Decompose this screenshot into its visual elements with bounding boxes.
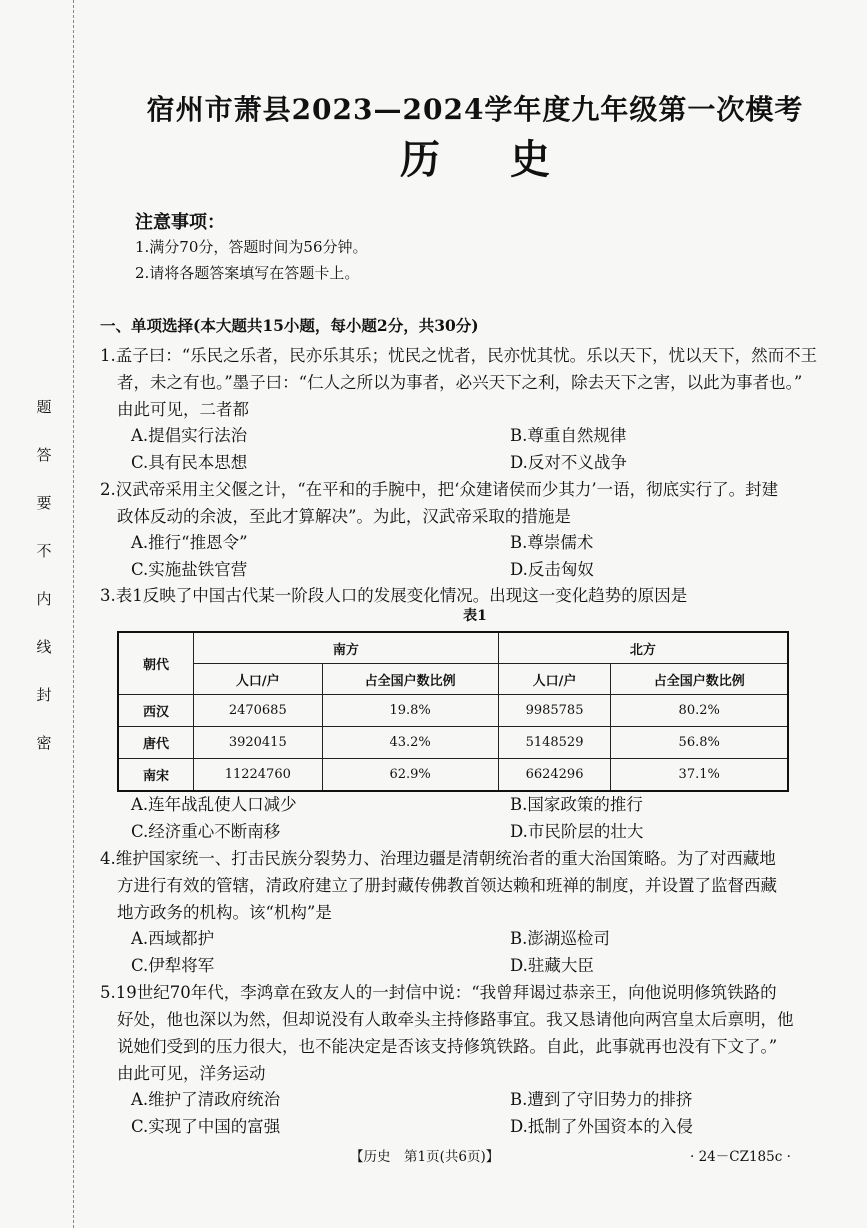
table-header-south-pop: 人口/户 (194, 664, 323, 695)
table-title: 表1 (463, 608, 487, 624)
question-1-option-a[interactable]: A.提倡实行法治 (131, 426, 248, 445)
table-cell-dynasty: 西汉 (118, 695, 194, 727)
question-5-text: 5.19世纪70年代，李鸿章在致友人的一封信中说：“我曾拜谒过恭亲王，向他说明修筑铁路的 (100, 983, 777, 1002)
question-4-option-c[interactable]: C.伊犁将军 (131, 956, 215, 975)
table-row (118, 759, 788, 792)
table-cell-dynasty: 南宋 (118, 759, 194, 792)
question-2-option-a[interactable]: A.推行“推恩令” (131, 533, 248, 552)
table-header-south-ratio: 占全国户数比例 (322, 664, 498, 695)
question-4-text: 方进行有效的管辖，清政府建立了册封藏传佛教首领达赖和班禅的制度，并设置了监督西藏 (117, 876, 777, 895)
question-5-text: 由此可见，洋务运动 (117, 1064, 266, 1083)
subject-title: 历史 (400, 136, 620, 183)
question-2-option-b[interactable]: B.尊崇儒术 (510, 533, 594, 552)
notice-item: 2.请将各题答案填写在答题卡上。 (135, 264, 360, 282)
table-cell: 2470685 (194, 695, 323, 727)
question-2-option-c[interactable]: C.实施盐铁官营 (131, 560, 248, 579)
question-4-text: 地方政务的机构。该“机构”是 (117, 903, 332, 922)
question-3-option-b[interactable]: B.国家政策的推行 (510, 795, 643, 814)
section-heading: 一、单项选择(本大题共15小题，每小题2分，共30分) (100, 316, 479, 335)
question-1-option-c[interactable]: C.具有民本思想 (131, 453, 248, 472)
table-cell: 11224760 (194, 759, 323, 792)
margin-char: 密 (36, 734, 52, 752)
question-1-text: 者，未之有也。”墨子曰：“仁人之所以为事者，必兴天下之利，除去天下之害，以此为事者也。” (117, 373, 803, 392)
table-cell: 19.8% (322, 695, 498, 727)
page-number-label: 【历史 第1页(共6页)】 (350, 1149, 500, 1165)
binding-margin (0, 0, 78, 1228)
exam-title: 宿州市萧县2023—2024学年度九年级第一次模考 (146, 93, 804, 126)
question-3-option-c[interactable]: C.经济重心不断南移 (131, 822, 281, 841)
table-header-north-ratio: 占全国户数比例 (611, 664, 788, 695)
question-4-option-d[interactable]: D.驻藏大臣 (510, 956, 594, 975)
margin-char: 题 (36, 398, 52, 416)
question-1-option-b[interactable]: B.尊重自然规律 (510, 426, 627, 445)
table-header-north: 北方 (498, 632, 788, 664)
table-header-south: 南方 (194, 632, 499, 664)
margin-char: 封 (36, 686, 52, 704)
question-1-text: 由此可见，二者都 (117, 400, 249, 419)
population-table (117, 631, 789, 792)
question-1-text: 1.孟子曰：“乐民之乐者，民亦乐其乐；忧民之忧者，民亦忧其忧。乐以天下，忧以天下，然而不王 (100, 346, 818, 365)
table-cell: 43.2% (322, 727, 498, 759)
question-3-text: 3.表1反映了中国古代某一阶段人口的发展变化情况。出现这一变化趋势的原因是 (100, 586, 688, 605)
table-cell: 5148529 (498, 727, 611, 759)
margin-char: 要 (36, 494, 52, 512)
question-4-option-b[interactable]: B.澎湖巡检司 (510, 929, 610, 948)
seal-line (73, 0, 74, 1228)
margin-char: 内 (36, 590, 52, 608)
exam-code: · 24－CZ185c · (690, 1149, 791, 1165)
exam-page (100, 0, 850, 1228)
question-5-option-c[interactable]: C.实现了中国的富强 (131, 1117, 281, 1136)
table-cell: 56.8% (611, 727, 788, 759)
table-header-north-pop: 人口/户 (498, 664, 611, 695)
table-cell: 3920415 (194, 727, 323, 759)
table-cell: 9985785 (498, 695, 611, 727)
table-cell: 62.9% (322, 759, 498, 792)
table-header-dynasty: 朝代 (118, 632, 194, 695)
question-2-text: 政体反动的余波，至此才算解决”。为此，汉武帝采取的措施是 (117, 507, 571, 526)
table-row (118, 695, 788, 727)
margin-char: 线 (36, 638, 52, 656)
table-cell: 80.2% (611, 695, 788, 727)
question-5-text: 好处，他也深以为然，但却说没有人敢牵头主持修路事宜。我又恳请他向两宫皇太后禀明，他 (117, 1010, 794, 1029)
question-5-option-a[interactable]: A.维护了清政府统治 (131, 1090, 281, 1109)
table-row (118, 727, 788, 759)
notice-heading: 注意事项： (135, 212, 225, 233)
question-5-option-d[interactable]: D.抵制了外国资本的入侵 (510, 1117, 693, 1136)
question-5-text: 说她们受到的压力很大，也不能决定是否该支持修筑铁路。自此，此事就再也没有下文了。” (117, 1037, 778, 1056)
notice-item: 1.满分70分，答题时间为56分钟。 (135, 238, 368, 256)
question-3-option-d[interactable]: D.市民阶层的壮大 (510, 822, 644, 841)
table-cell: 6624296 (498, 759, 611, 792)
question-4-text: 4.维护国家统一、打击民族分裂势力、治理边疆是清朝统治者的重大治国策略。为了对西藏地 (100, 849, 776, 868)
question-1-option-d[interactable]: D.反对不义战争 (510, 453, 627, 472)
question-3-option-a[interactable]: A.连年战乱使人口减少 (131, 795, 297, 814)
table-cell: 37.1% (611, 759, 788, 792)
question-2-option-d[interactable]: D.反击匈奴 (510, 560, 594, 579)
question-4-option-a[interactable]: A.西域都护 (131, 929, 215, 948)
margin-warning-text (34, 400, 54, 784)
question-5-option-b[interactable]: B.遭到了守旧势力的排挤 (510, 1090, 693, 1109)
margin-char: 答 (36, 446, 52, 464)
table-cell-dynasty: 唐代 (118, 727, 194, 759)
margin-char: 不 (36, 542, 52, 560)
question-2-text: 2.汉武帝采用主父偃之计，“在平和的手腕中，把‘众建诸侯而少其力’一语，彻底实行了。封建 (100, 480, 779, 499)
